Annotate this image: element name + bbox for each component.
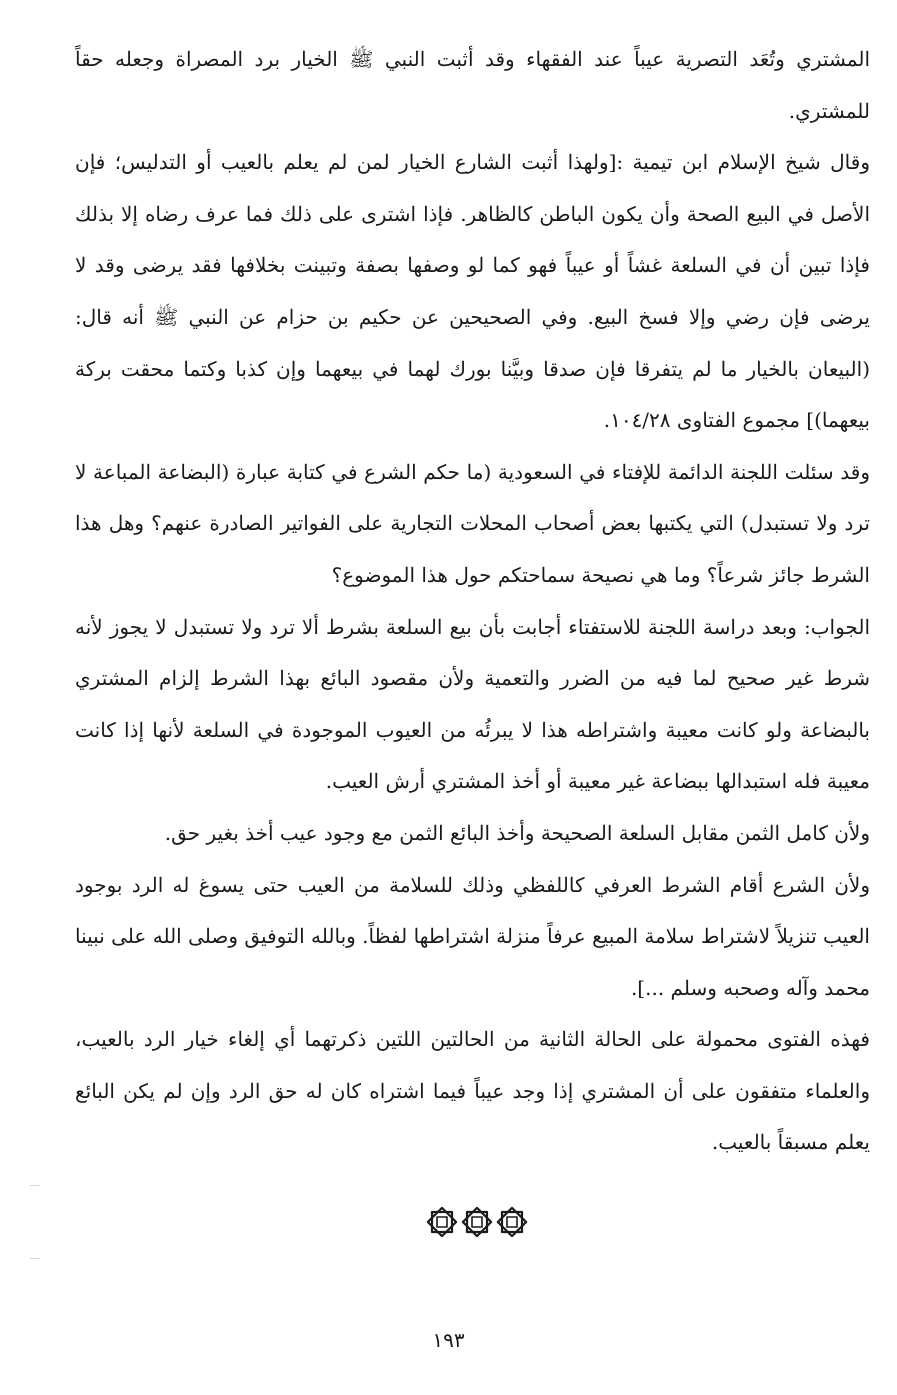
paragraph-1: المشتري وتُعَد التصرية عيباً عند الفقهاء وقد أثبت النبي ﷺ الخيار برد المصراة وجعله حقاً للمشتري. xyxy=(75,47,870,123)
paragraph-2: وقال شيخ الإسلام ابن تيمية :[ولهذا أثبت الشارع الخيار لمن لم يعلم بالعيب أو التدليس؛ فإن الأصل في البيع الصحة وأن يكون الباطن كالظاهر. فإذا اشترى على ذلك فما عرف رضاه إلا بذلك فإذا تبين أن في السلعة غشاً أو عيباً فهو كما لو وصفها بصفة وتبينت بخلافها فقد يرضى وقد لا يرضى فإن رضي وإلا فسخ البيع. وفي الصحيحين عن حكيم بن حزام عن النبي ﷺ أنه قال:(البيعان بالخيار ما لم يتفرقا فإن صدقا وبيَّنا بورك لهما في بيعهما وإن كذبا وكتما محقت بركة بيعهما)] مجموع الفتاوى ١٠٤/٢٨. xyxy=(75,150,870,433)
scan-mark xyxy=(30,1258,40,1259)
page-number: ١٩٣ xyxy=(432,1328,465,1352)
paragraph-7: فهذه الفتوى محمولة على الحالة الثانية من الحالتين اللتين ذكرتهما أي إلغاء خيار الرد بالعيب، والعلماء متفقون على أن المشتري إذا وجد عيباً فيما اشتراه كان له حق الرد وإن لم يكن البائع يعلم مسبقاً بالعيب. xyxy=(75,1027,870,1155)
star-ornament-icon xyxy=(425,1206,529,1238)
paragraph-6: ولأن الشرع أقام الشرط العرفي كاللفظي وذلك للسلامة من العيب حتى يسوغ له الرد بوجود العيب تنزيلاً لاشتراط سلامة المبيع عرفاً منزلة اشتراطها لفظاً. وبالله التوفيق وصلى الله على نبينا محمد وآله وصحبه وسلم ...]. xyxy=(75,872,871,1000)
paragraph-3: وقد سئلت اللجنة الدائمة للإفتاء في السعودية (ما حكم الشرع في كتابة عبارة (البضاعة المباعة لا ترد ولا تستبدل) التي يكتبها بعض أصحاب المحلات التجارية على الفواتير الصادرة عنهم؟ وهل هذا الشرط جائز شرعاً؟ وما هي نصيحة سماحتكم حول هذا الموضوع؟ xyxy=(75,459,870,587)
body-text xyxy=(75,34,870,1169)
paragraph-5: ولأن كامل الثمن مقابل السلعة الصحيحة وأخذ البائع الثمن مع وجود عيب أخذ بغير حق. xyxy=(164,820,870,845)
paragraph-4: الجواب: وبعد دراسة اللجنة للاستفتاء أجابت بأن بيع السلعة بشرط ألا ترد ولا تستبدل لا يجوز لأنه شرط غير صحيح لما فيه من الضرر والتعمية ولأن مقصود البائع بهذا الشرط إلزام المشتري بالبضاعة ولو كانت معيبة واشتراطه هذا لا يبرئُه من العيوب الموجودة في السلعة لأنها إذا كانت معيبة فله استبدالها ببضاعة غير معيبة أو أخذ المشتري أرش العيب. xyxy=(75,614,870,794)
scan-mark xyxy=(30,1185,40,1186)
